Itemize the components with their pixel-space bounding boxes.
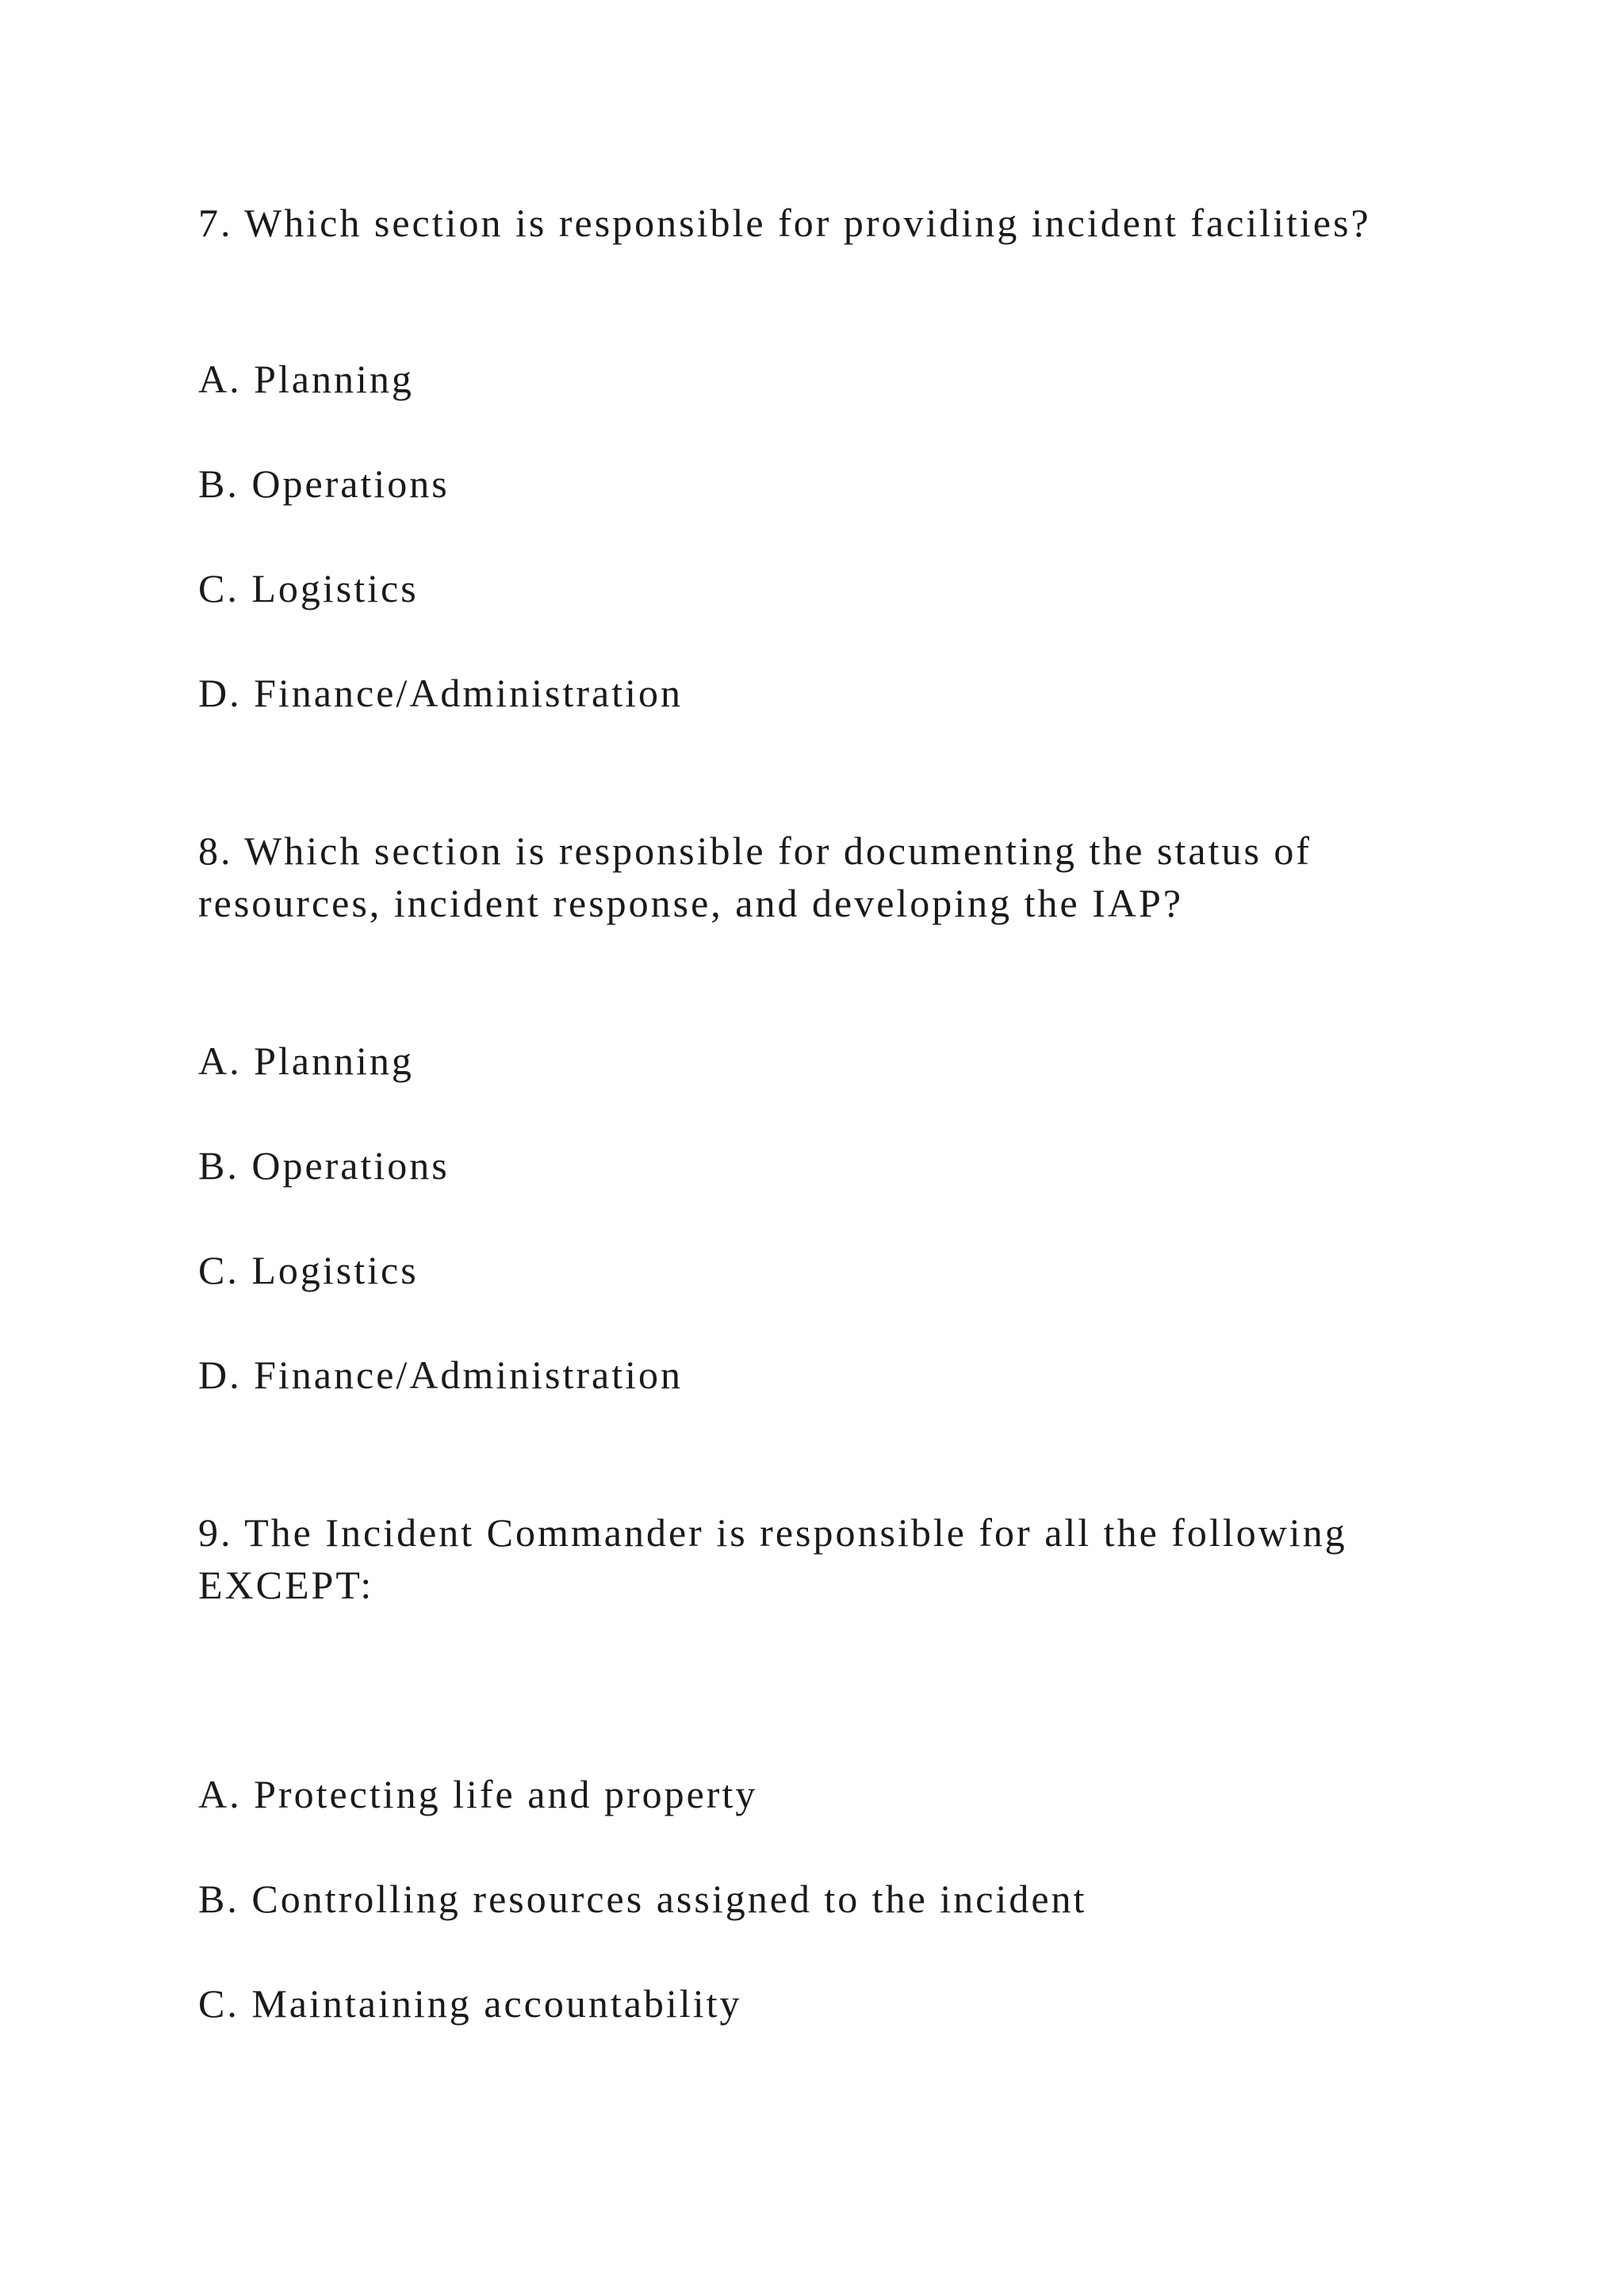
question-7-option-c: C. Logistics [198,566,419,610]
question-8-stem-line-1: 8. Which section is responsible for documenting the status of [198,828,1312,873]
question-9-option-c: C. Maintaining accountability [198,1981,742,2026]
question-9-stem-line-1: 9. The Incident Commander is responsible for all the following [198,1510,1347,1555]
question-9-option-b: B. Controlling resources assigned to the incident [198,1877,1087,1921]
question-8-option-c: C. Logistics [198,1248,419,1292]
question-9-option-a: A. Protecting life and property [198,1772,758,1816]
question-7-option-a: A. Planning [198,357,414,401]
question-9-stem-line-2: EXCEPT: [198,1563,374,1607]
question-8-option-d: D. Finance/Administration [198,1353,684,1397]
question-7-stem: 7. Which section is responsible for providing incident facilities? [198,201,1371,245]
question-8-option-a: A. Planning [198,1039,414,1083]
question-8-option-b: B. Operations [198,1143,450,1188]
question-8-stem-line-2: resources, incident response, and developing the IAP? [198,881,1184,925]
question-7-option-b: B. Operations [198,461,450,506]
question-7-option-d: D. Finance/Administration [198,671,684,715]
